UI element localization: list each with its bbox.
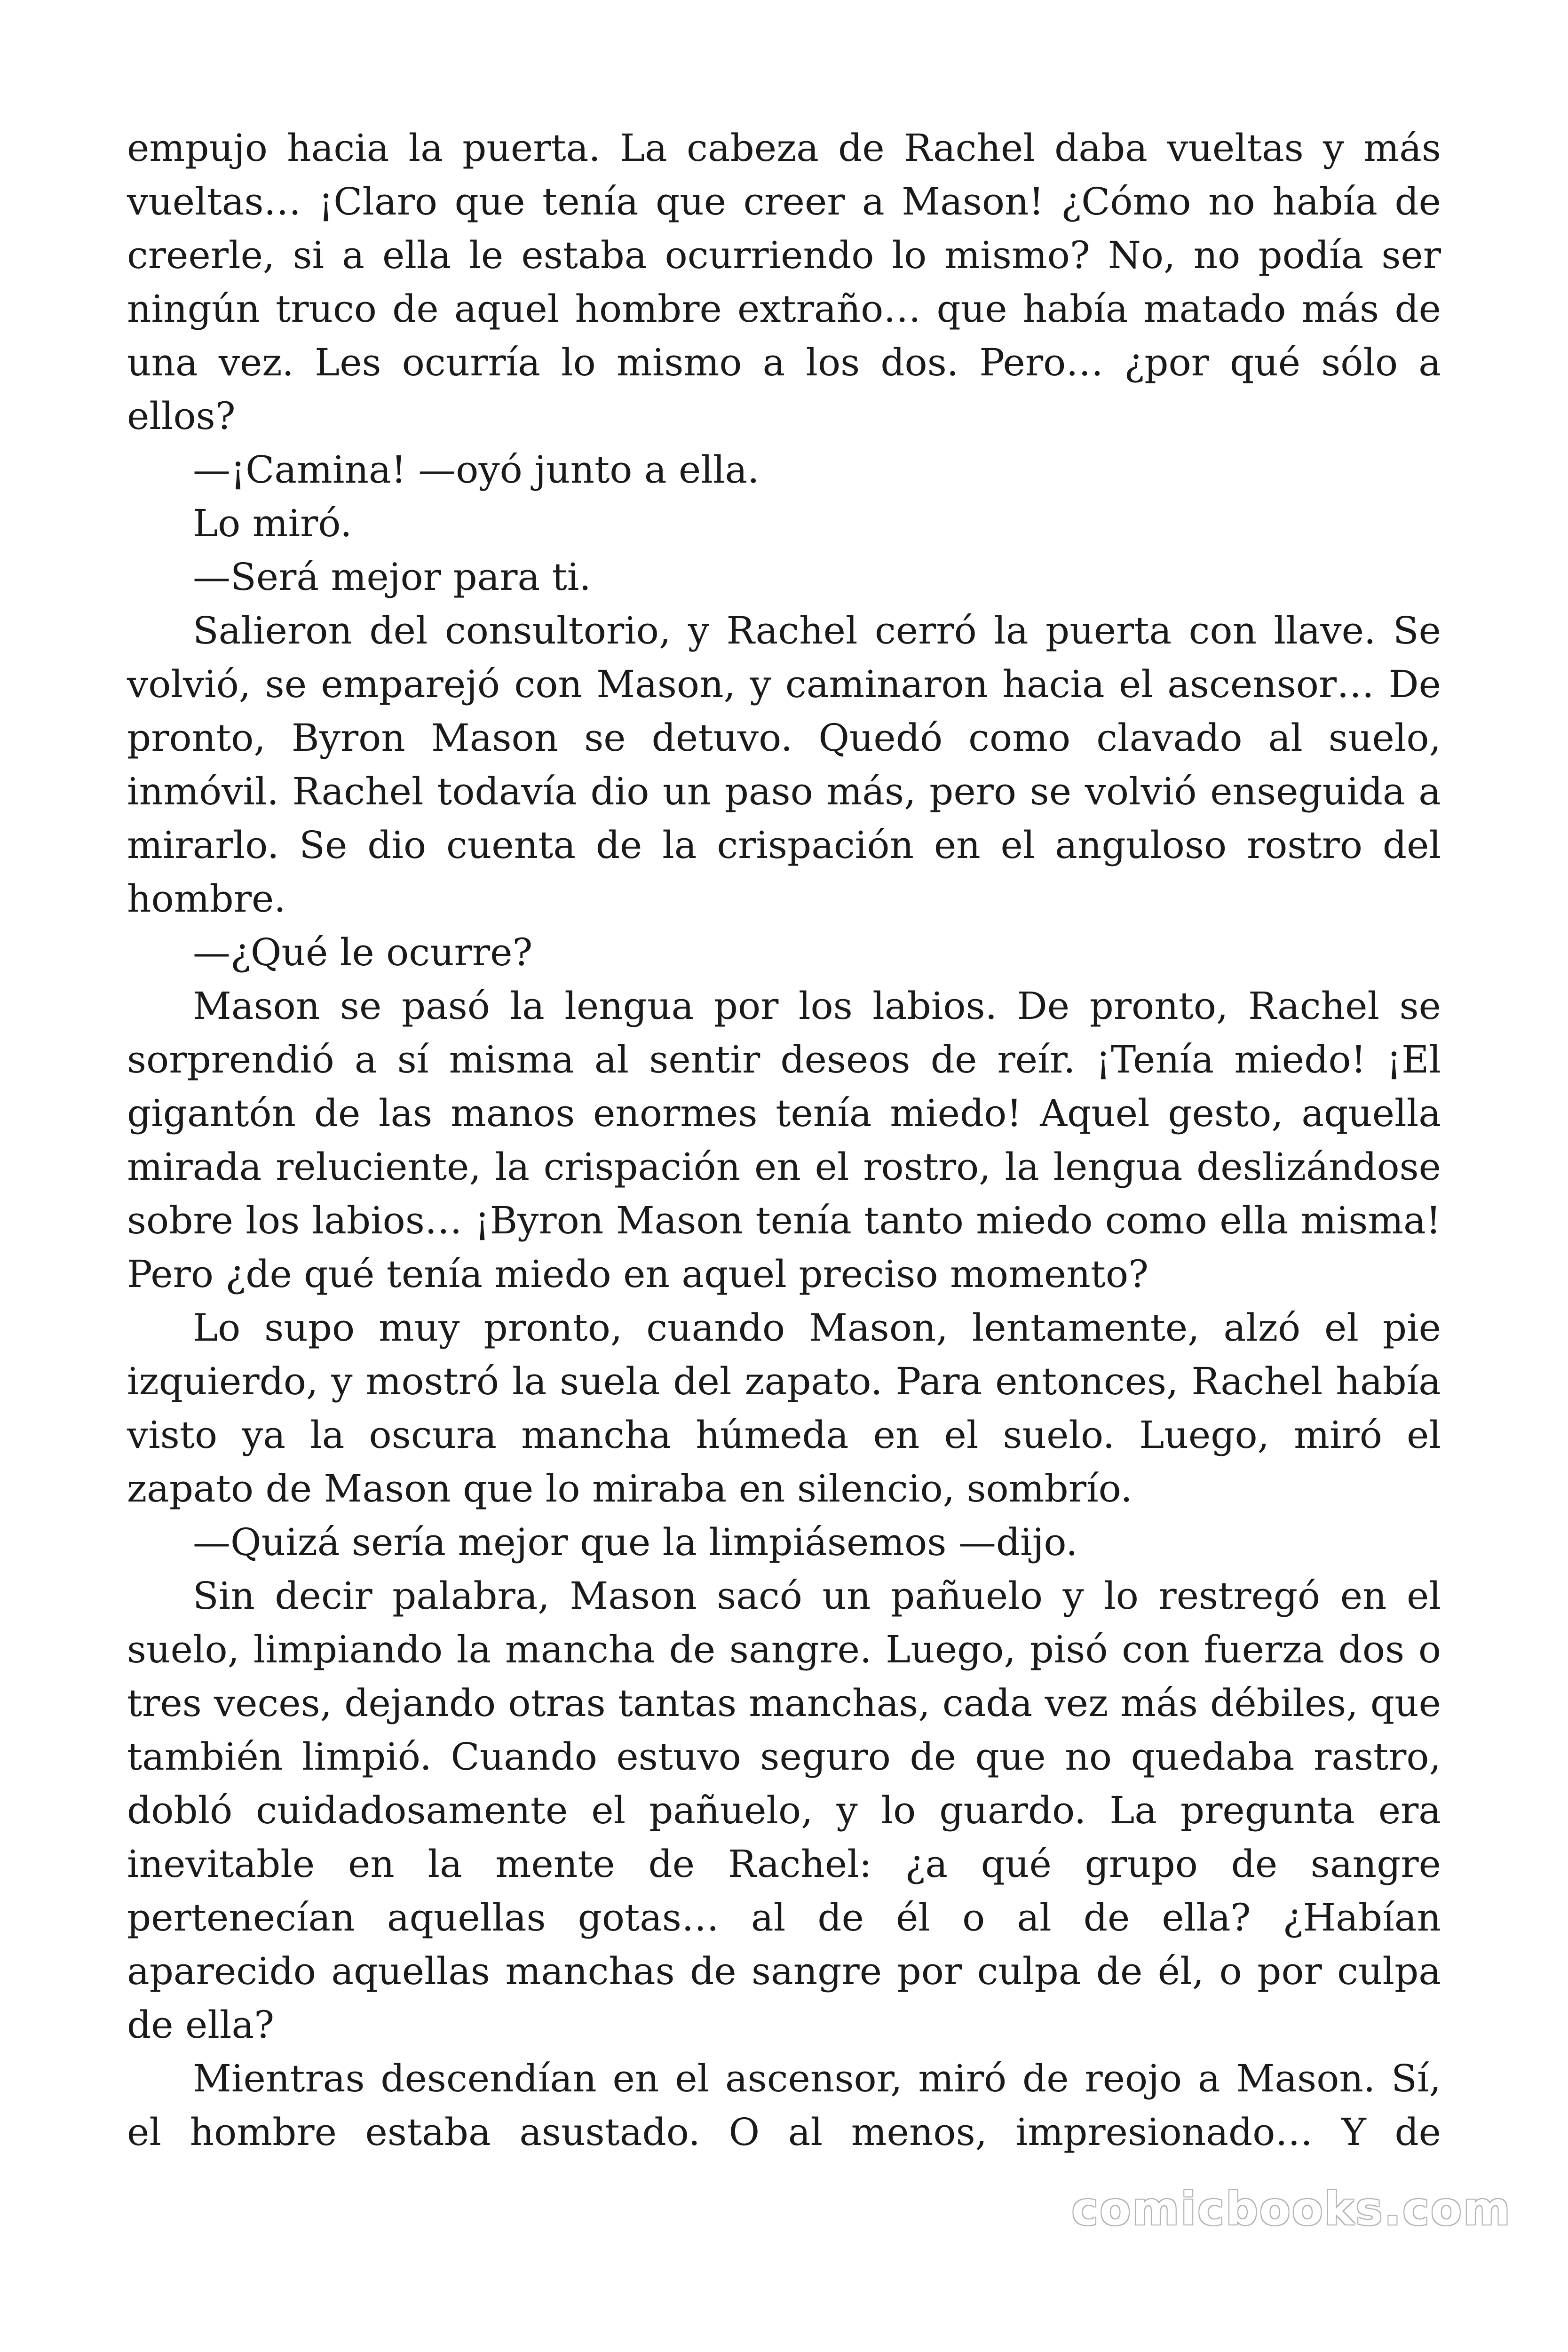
paragraph-1: empujo hacia la puerta. La cabeza de Rachel daba vueltas y más vueltas… ¡Claro que tenía que creer a Mason! ¿Cómo no había de creerle, si a ella le estaba ocurriendo lo mismo? No, no podía ser ningún truco de aquel hombre extraño… que había matado más de una vez. Les ocurría lo mismo a los dos. Pero… ¿por qué sólo a ellos? xyxy=(127,126,1441,438)
paragraph-6: —¿Qué le ocurre? xyxy=(193,930,533,974)
paragraph-8: Lo supo muy pronto, cuando Mason, lentamente, alzó el pie izquierdo, y mostró la suela del zapato. Para entonces, Rachel había visto ya la oscura mancha húmeda en el suelo. Luego, miró el zapato de Mason que lo miraba en silencio, sombrío. xyxy=(127,1306,1441,1510)
paragraph-3: Lo miró. xyxy=(193,501,352,545)
paragraph-11: Mientras descendían en el ascensor, miró de reojo a Mason. Sí, el hombre estaba asustado. O al menos, impresionado… Y de xyxy=(127,2057,1441,2154)
site-watermark: comicbooks.com xyxy=(1071,2183,1512,2235)
paragraph-9: —Quizá sería mejor que la limpiásemos —dijo. xyxy=(193,1520,1078,1564)
paragraph-10: Sin decir palabra, Mason sacó un pañuelo y lo restregó en el suelo, limpiando la mancha de sangre. Luego, pisó con fuerza dos o tres veces, dejando otras tantas manchas, cada vez más débiles, que también limpió. Cuando estuvo seguro de que no quedaba rastro, dobló cuidadosamente el pañuelo, y lo guardo. La pregunta era inevitable en la mente de Rachel: ¿a qué grupo de sangre pertenecían aquellas gotas… al de él o al de ella? ¿Habían aparecido aquellas manchas de sangre por culpa de él, o por culpa de ella? xyxy=(127,1574,1441,2047)
paragraph-4: —Será mejor para ti. xyxy=(193,555,591,599)
book-page-text xyxy=(127,121,1441,2159)
paragraph-5: Salieron del consultorio, y Rachel cerró la puerta con llave. Se volvió, se emparejó con Mason, y caminaron hacia el ascensor… De pronto, Byron Mason se detuvo. Quedó como clavado al suelo, inmóvil. Rachel todavía dio un paso más, pero se volvió enseguida a mirarlo. Se dio cuenta de la crispación en el anguloso rostro del hombre. xyxy=(127,609,1441,921)
paragraph-2: —¡Camina! —oyó junto a ella. xyxy=(193,448,760,492)
paragraph-7: Mason se pasó la lengua por los labios. De pronto, Rachel se sorprendió a sí misma al sentir deseos de reír. ¡Tenía miedo! ¡El gigantón de las manos enormes tenía miedo! Aquel gesto, aquella mirada reluciente, la crispación en el rostro, la lengua deslizándose sobre los labios… ¡Byron Mason tenía tanto miedo como ella misma! Pero ¿de qué tenía miedo en aquel preciso momento? xyxy=(127,984,1441,1296)
